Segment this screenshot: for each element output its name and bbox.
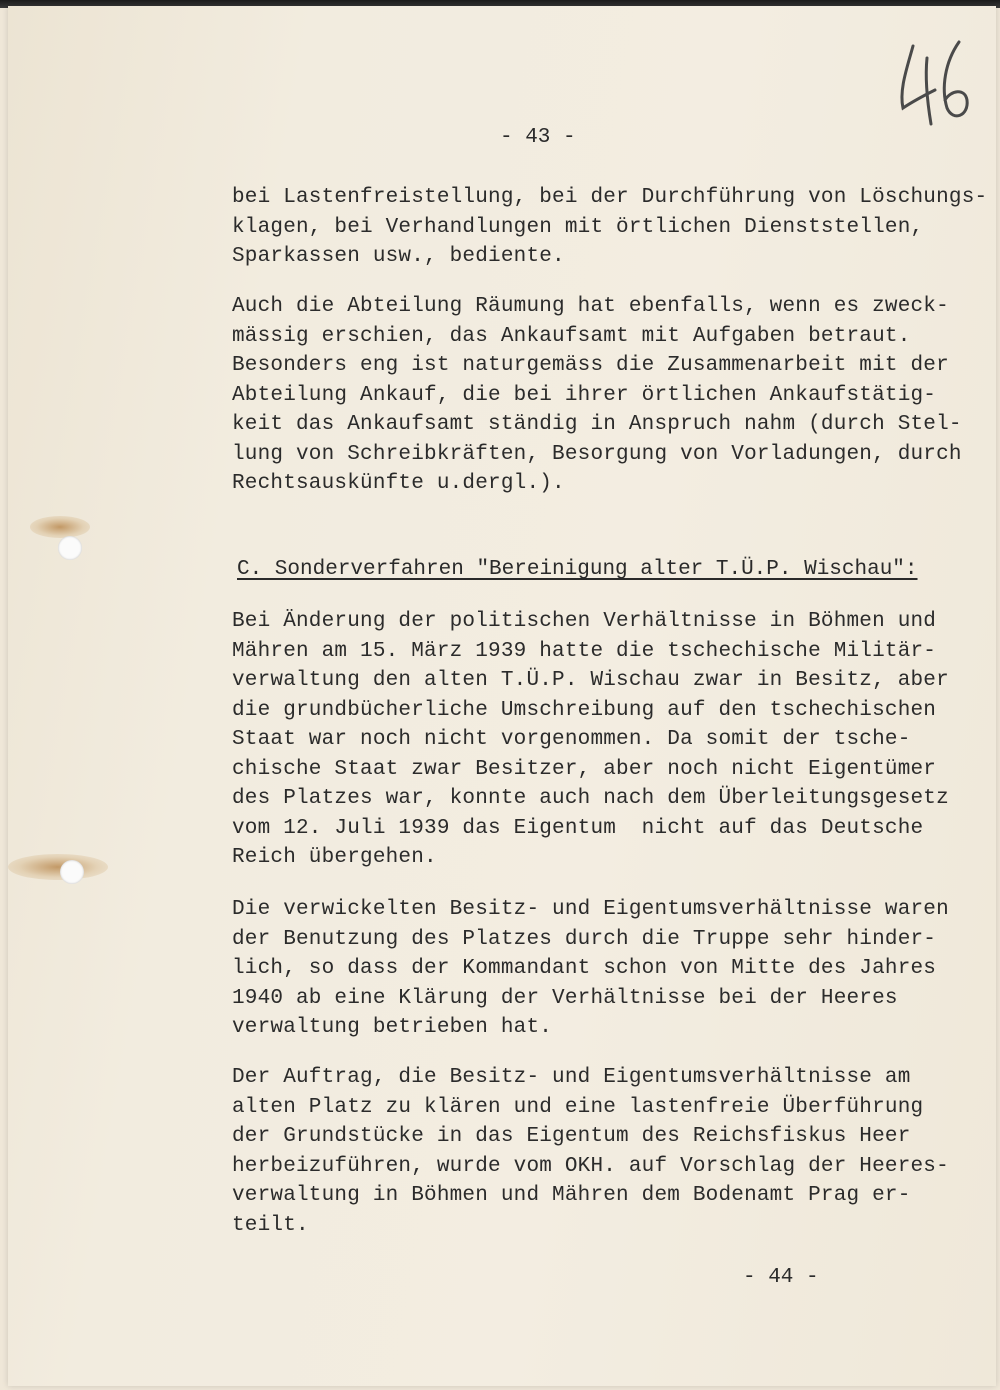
punch-hole-upper — [58, 536, 82, 560]
punch-hole-lower — [60, 860, 84, 884]
paragraph-3: Bei Änderung der politischen Verhältnisse in Böhmen und Mähren am 15. März 1939 hatte die tschechische Militär- verwaltung den alten T.Ü.P. Wischau zwar in Besitz, aber die grundbücherliche Umschreibung auf den tschechischen Staat war noch nicht vorgenommen. Da somit der tsche- chische Staat zwar Besitzer, aber noch nicht Eigentümer des Platzes war, konnte auch nach dem Überleitungsgesetz vom 12. Juli 1939 das Eigentum nicht auf das Deutsche Reich übergehen. — [232, 610, 949, 869]
page-number: - 43 - — [500, 126, 576, 149]
paragraph-1: bei Lastenfreistellung, bei der Durchführung von Löschungs- klagen, bei Verhandlungen mit örtlichen Dienststellen, Sparkassen usw., bediente. — [232, 186, 988, 268]
rust-stain-upper — [30, 516, 90, 538]
rust-stain-lower — [8, 854, 108, 880]
handwritten-folio-number — [893, 38, 973, 128]
next-page-marker: - 44 - — [743, 1266, 819, 1289]
paragraph-2: Auch die Abteilung Räumung hat ebenfalls, wenn es zweck- mässig erschien, das Ankaufsamt mit Aufgaben betraut. Besonders eng ist naturgemäss die Zusammenarbeit mit der Abteilung Ankauf, die bei ihrer örtlichen Ankaufstätig- keit das Ankaufsamt ständig in Anspruch nahm (durch Stel- lung von Schreibkräften, Besorgung von Vorladungen, durch Rechtsauskünfte u.dergl.). — [232, 295, 962, 495]
section-heading: C. Sonderverfahren "Bereinigung alter T.Ü.P. Wischau": — [237, 558, 918, 581]
paragraph-4: Die verwickelten Besitz- und Eigentumsverhältnisse waren der Benutzung des Platzes durch die Truppe sehr hinder- lich, so dass der Kommandant schon von Mitte des Jahres 1940 ab eine Klärung der Verhältnisse bei der Heeres verwaltung betrieben hat. — [232, 898, 949, 1039]
paragraph-5: Der Auftrag, die Besitz- und Eigentumsverhältnisse am alten Platz zu klären und eine lastenfreie Überführung der Grundstücke in das Eigentum des Reichsfiskus Heer herbeizuführen, wurde vom OKH. auf Vorschlag der Heeres- verwaltung in Böhmen und Mähren dem Bodenamt Prag er- teilt. — [232, 1066, 949, 1237]
